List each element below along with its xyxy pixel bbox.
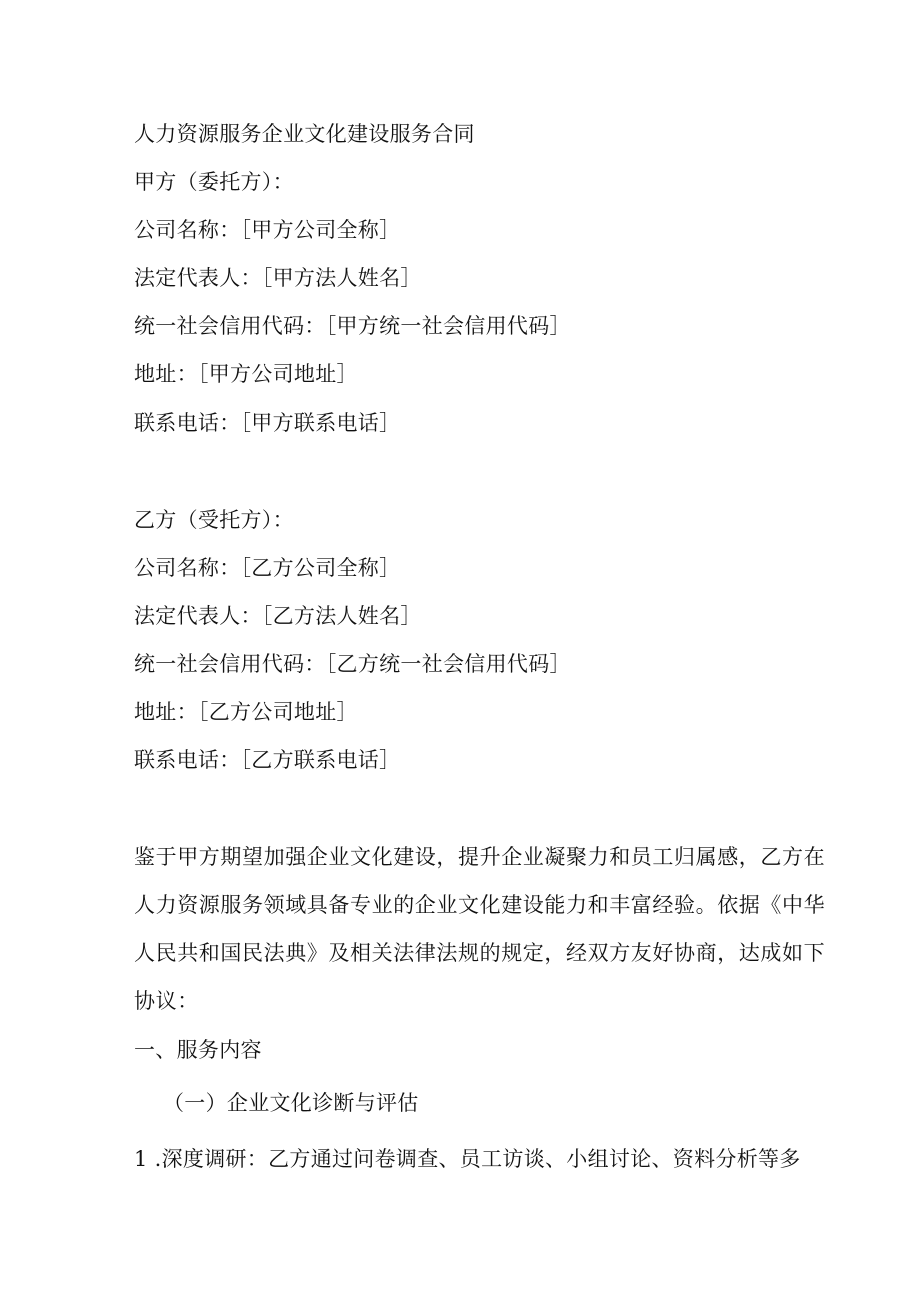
party-a-company-name: 公司名称：［甲方公司全称］ [134,218,401,242]
subsection-heading: （一）企业文化诊断与评估 [163,1091,419,1115]
preamble-line: 人力资源服务领域具备专业的企业文化建设能力和丰富经验。依据《中华 [134,893,826,917]
preamble-line: 协议： [134,989,199,1013]
party-b-heading: 乙方（受托方）： [134,508,294,532]
party-b-legal-rep: 法定代表人：［乙方法人姓名］ [134,604,422,628]
party-a-address: 地址：［甲方公司地址］ [134,362,358,386]
party-a-legal-rep: 法定代表人：［甲方法人姓名］ [134,266,422,290]
preamble-line: 鉴于甲方期望加强企业文化建设，提升企业凝聚力和员工归属感，乙方在 [134,845,826,869]
party-a-phone: 联系电话：［甲方联系电话］ [134,411,401,435]
party-b-address: 地址：［乙方公司地址］ [134,700,358,724]
party-b-credit-code: 统一社会信用代码：［乙方统一社会信用代码］ [134,652,571,676]
section-heading: 一、服务内容 [134,1038,262,1062]
contract-title: 人力资源服务企业文化建设服务合同 [134,122,475,146]
party-a-heading: 甲方（委托方）： [134,170,294,194]
party-a-credit-code: 统一社会信用代码：［甲方统一社会信用代码］ [134,314,571,338]
preamble-line: 人民共和国民法典》及相关法律法规的规定，经双方友好协商，达成如下 [134,941,826,965]
preamble-paragraph [134,833,826,1025]
party-b-phone: 联系电话：［乙方联系电话］ [134,748,401,772]
party-b-company-name: 公司名称：［乙方公司全称］ [134,556,401,580]
list-item: 1 .深度调研：乙方通过问卷调查、员工访谈、小组讨论、资料分析等多 [134,1147,801,1171]
